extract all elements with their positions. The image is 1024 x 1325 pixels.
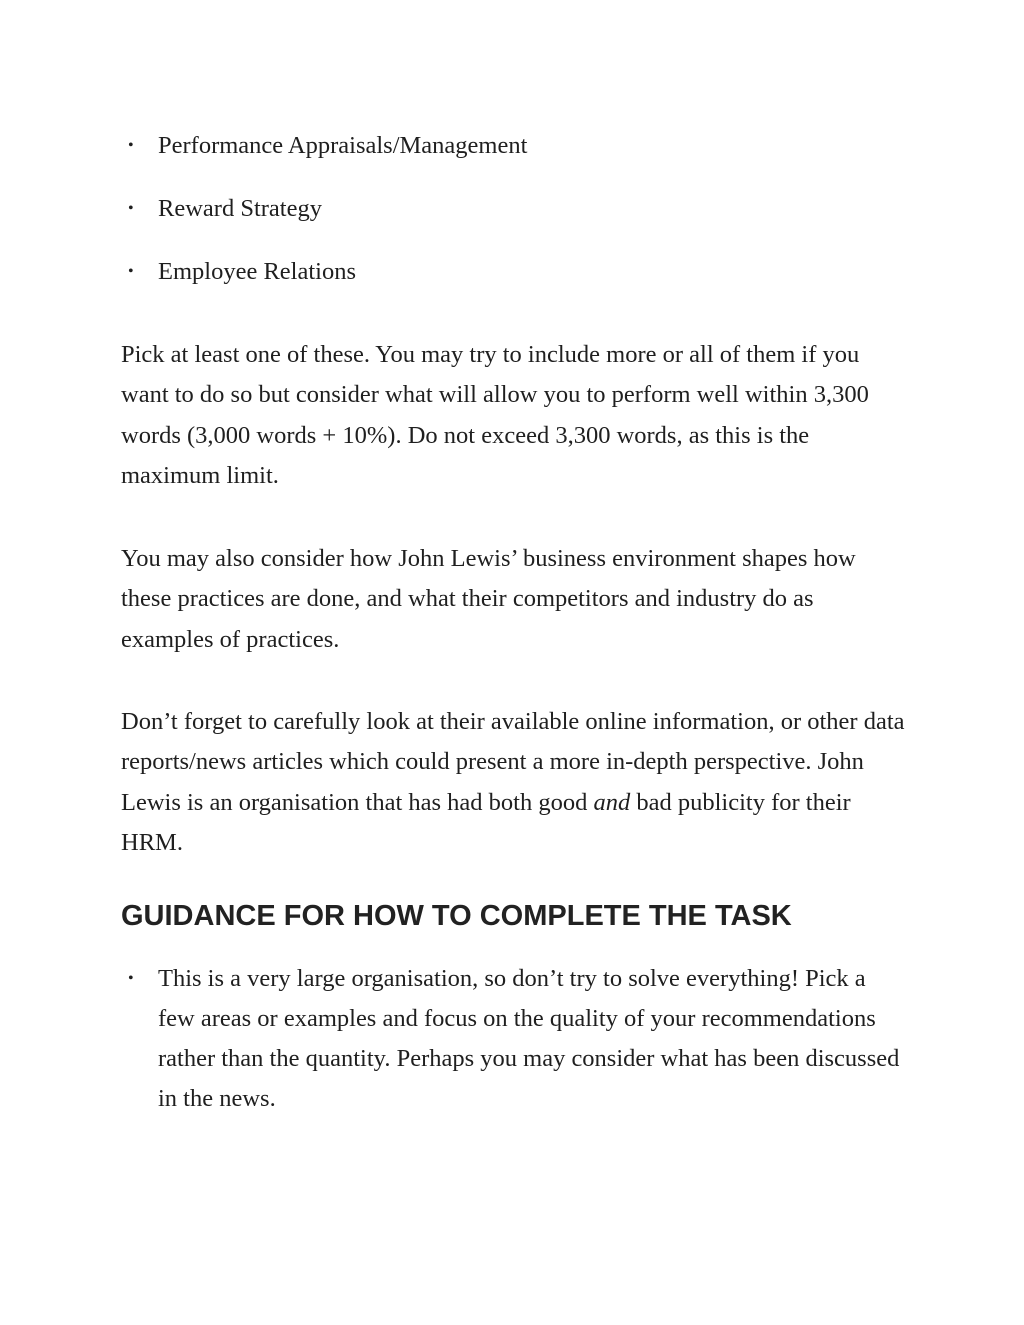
business-environment-paragraph: You may also consider how John Lewis’ business environment shapes how these practices are done, and what their competitors and industry do as examples of practices. — [121, 545, 856, 653]
research-text-end: bad publicity for their HRM. — [121, 788, 851, 856]
bullet-icon: • — [128, 263, 134, 280]
list-item — [121, 126, 901, 166]
emphasis-text: and — [593, 788, 631, 816]
list-item — [121, 189, 901, 229]
list-item-text: This is a very large organisation, so don’t try to solve everything! Pick a few areas or examples and focus on the quality of your recommendations rather than the quantity. Perhaps you may consider what has been discussed in the news. — [158, 965, 900, 1112]
research-text-start: Don’t forget to carefully look at their available online information, or other data reports/news articles which could present a more in-depth perspective. John Lewis is an organisation that has had both good — [121, 708, 905, 816]
list-item — [121, 252, 901, 292]
guidance-heading: GUIDANCE FOR HOW TO COMPLETE THE TASK — [121, 900, 792, 932]
word-limit-paragraph: Pick at least one of these. You may try to include more or all of them if you want to do so but consider what will allow you to perform well within 3,300 words (3,000 words + 10%). Do not exceed 3,300 words, as this is the maximum limit. — [121, 341, 869, 489]
list-item-text: Reward Strategy — [158, 195, 322, 222]
list-item-text: Performance Appraisals/Management — [158, 132, 528, 159]
bullet-icon: • — [128, 137, 134, 154]
bullet-icon: • — [128, 200, 134, 217]
hr-practices-list — [121, 126, 901, 315]
list-item — [121, 959, 901, 1119]
bullet-icon: • — [128, 970, 134, 987]
research-paragraph — [121, 702, 911, 863]
guidance-list — [121, 959, 901, 1119]
list-item-text: Employee Relations — [158, 258, 356, 285]
